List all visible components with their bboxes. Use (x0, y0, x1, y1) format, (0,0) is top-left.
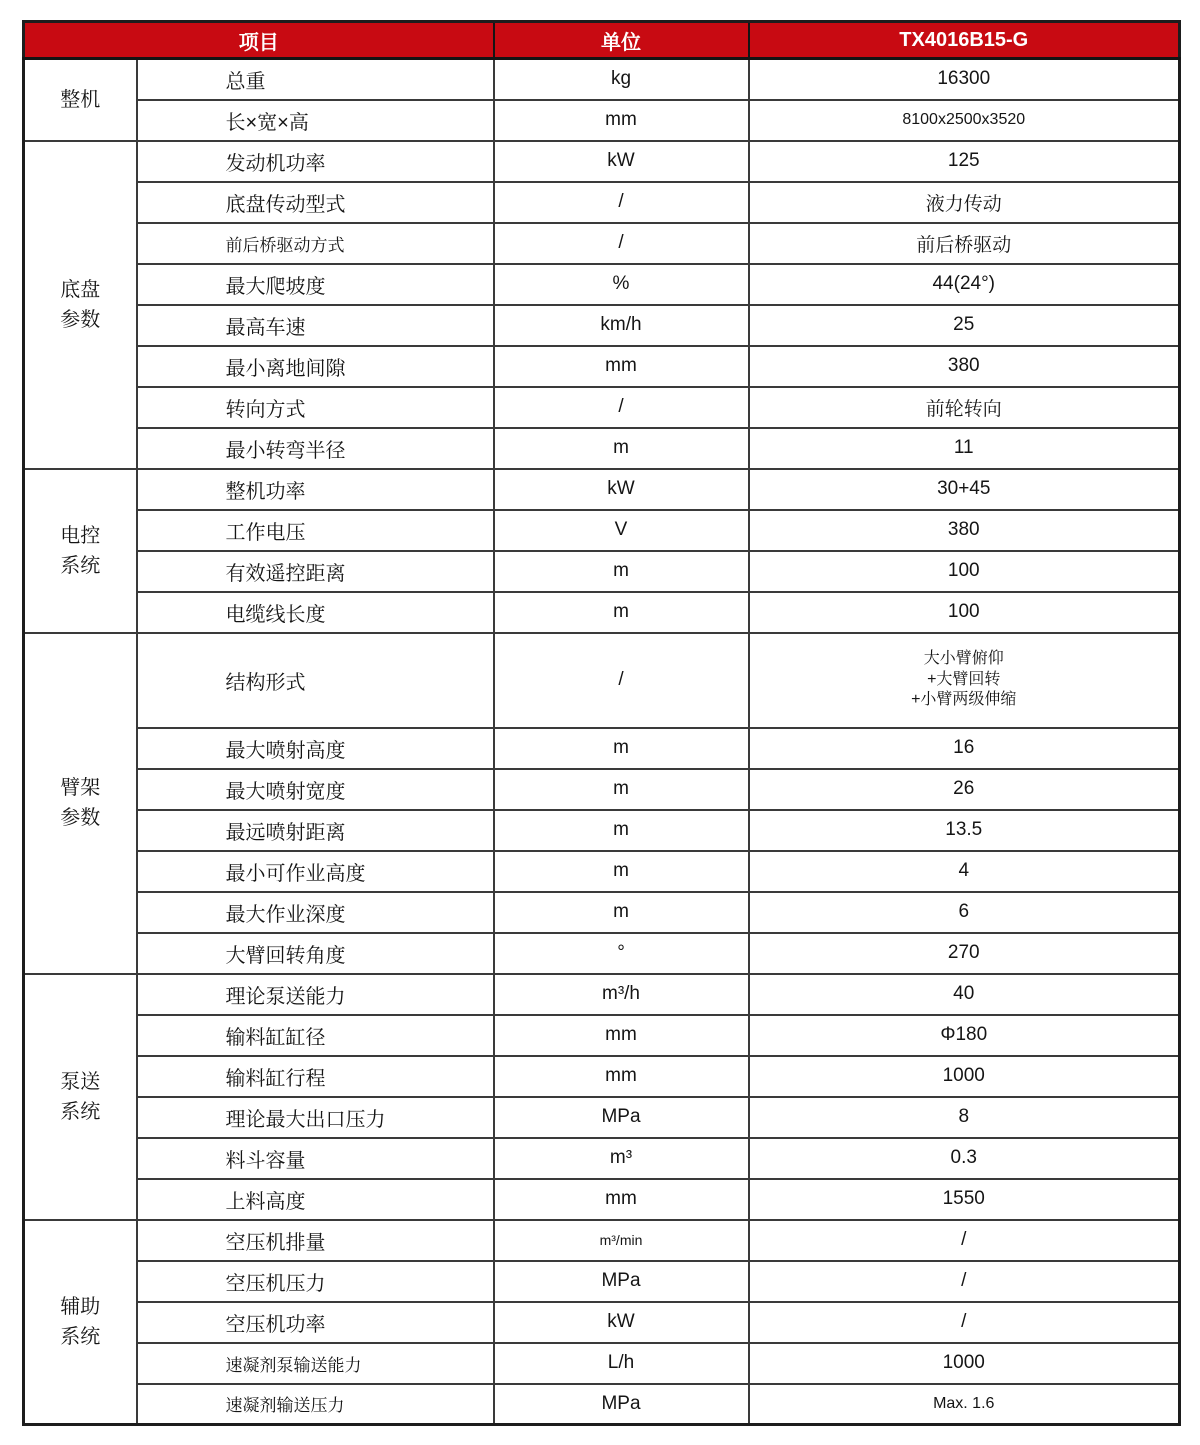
value-line: +大臂回转 (927, 670, 1001, 688)
unit-cell: kg (494, 59, 749, 100)
param-name-cell: 理论最大出口压力 (137, 1097, 494, 1138)
param-name-cell: 长×宽×高 (137, 100, 494, 141)
table-header-row (24, 22, 1180, 59)
value-cell: / (749, 1220, 1180, 1261)
param-name-cell: 最小转弯半径 (137, 428, 494, 469)
unit-cell: mm (494, 1056, 749, 1097)
param-name-cell: 整机功率 (137, 469, 494, 510)
value-cell: 270 (749, 933, 1180, 974)
group-cell-5 (24, 1220, 137, 1425)
table-row (24, 551, 1180, 592)
unit-cell: / (494, 633, 749, 728)
param-name-cell: 前后桥驱动方式 (137, 223, 494, 264)
unit-cell: L/h (494, 1343, 749, 1384)
table-row (24, 100, 1180, 141)
value-cell: 液力传动 (749, 182, 1180, 223)
table-row (24, 769, 1180, 810)
param-name-cell: 速凝剂输送压力 (137, 1384, 494, 1425)
param-name-cell: 最远喷射距离 (137, 810, 494, 851)
value-line: 大小臂俯仰 (923, 649, 1004, 667)
group-cell-3 (24, 633, 137, 974)
param-name-cell: 有效遥控距离 (137, 551, 494, 592)
value-cell: Φ180 (749, 1015, 1180, 1056)
value-cell: / (749, 1302, 1180, 1343)
header-cell-unit: 单位 (494, 22, 749, 59)
param-name-cell: 料斗容量 (137, 1138, 494, 1179)
param-name-cell: 大臂回转角度 (137, 933, 494, 974)
param-name-cell: 总重 (137, 59, 494, 100)
unit-cell: MPa (494, 1097, 749, 1138)
value-cell: 1550 (749, 1179, 1180, 1220)
unit-cell: m (494, 892, 749, 933)
param-name-cell: 最大爬坡度 (137, 264, 494, 305)
value-cell: 100 (749, 551, 1180, 592)
param-name-cell: 空压机排量 (137, 1220, 494, 1261)
group-cell-4 (24, 974, 137, 1220)
value-cell: 16 (749, 728, 1180, 769)
value-cell: Max. 1.6 (749, 1384, 1180, 1425)
group-label: 泵送系统 (60, 1070, 101, 1123)
unit-cell: km/h (494, 305, 749, 346)
table-row (24, 851, 1180, 892)
table-row (24, 305, 1180, 346)
param-name-cell: 结构形式 (137, 633, 494, 728)
value-cell: 380 (749, 510, 1180, 551)
table-row (24, 182, 1180, 223)
param-name-cell: 理论泵送能力 (137, 974, 494, 1015)
unit-cell: V (494, 510, 749, 551)
unit-cell: kW (494, 469, 749, 510)
param-name-cell: 速凝剂泵输送能力 (137, 1343, 494, 1384)
unit-cell: MPa (494, 1261, 749, 1302)
unit-cell: mm (494, 100, 749, 141)
table-row (24, 1302, 1180, 1343)
table-row (24, 428, 1180, 469)
value-cell: 44(24°) (749, 264, 1180, 305)
unit-cell: mm (494, 346, 749, 387)
spec-sheet (22, 20, 1181, 1426)
value-cell: 8100x2500x3520 (749, 100, 1180, 141)
value-cell: 40 (749, 974, 1180, 1015)
table-row (24, 469, 1180, 510)
value-cell: 11 (749, 428, 1180, 469)
spec-table-body (24, 59, 1180, 1425)
spec-table (22, 20, 1181, 1426)
table-row (24, 1384, 1180, 1425)
value-cell: 26 (749, 769, 1180, 810)
value-cell: 1000 (749, 1343, 1180, 1384)
unit-cell: kW (494, 1302, 749, 1343)
unit-cell: m (494, 592, 749, 633)
param-name-cell: 最大喷射高度 (137, 728, 494, 769)
value-cell (749, 633, 1180, 728)
param-name-cell: 底盘传动型式 (137, 182, 494, 223)
value-cell: 前后桥驱动 (749, 223, 1180, 264)
value-cell: 4 (749, 851, 1180, 892)
unit-cell: m³ (494, 1138, 749, 1179)
group-label: 电控系统 (60, 524, 101, 577)
param-name-cell: 最高车速 (137, 305, 494, 346)
table-row (24, 728, 1180, 769)
value-cell: / (749, 1261, 1180, 1302)
table-row (24, 974, 1180, 1015)
unit-cell: kW (494, 141, 749, 182)
unit-cell: MPa (494, 1384, 749, 1425)
param-name-cell: 空压机压力 (137, 1261, 494, 1302)
value-cell: 前轮转向 (749, 387, 1180, 428)
table-row (24, 1343, 1180, 1384)
value-cell: 13.5 (749, 810, 1180, 851)
value-cell: 16300 (749, 59, 1180, 100)
param-name-cell: 发动机功率 (137, 141, 494, 182)
value-cell: 380 (749, 346, 1180, 387)
group-label: 辅助系统 (60, 1295, 101, 1348)
param-name-cell: 最小可作业高度 (137, 851, 494, 892)
unit-cell: m (494, 728, 749, 769)
table-row (24, 223, 1180, 264)
unit-cell: / (494, 182, 749, 223)
value-cell: 0.3 (749, 1138, 1180, 1179)
unit-cell: ° (494, 933, 749, 974)
value-line: +小臂两级伸缩 (911, 691, 1017, 709)
unit-cell: % (494, 264, 749, 305)
param-name-cell: 输料缸缸径 (137, 1015, 494, 1056)
group-label: 整机 (60, 88, 101, 111)
table-row (24, 264, 1180, 305)
table-row (24, 1097, 1180, 1138)
param-name-cell: 转向方式 (137, 387, 494, 428)
table-row (24, 141, 1180, 182)
unit-cell: m (494, 551, 749, 592)
table-row (24, 1179, 1180, 1220)
value-cell: 8 (749, 1097, 1180, 1138)
table-row (24, 1220, 1180, 1261)
value-cell: 1000 (749, 1056, 1180, 1097)
param-name-cell: 工作电压 (137, 510, 494, 551)
unit-cell: mm (494, 1015, 749, 1056)
unit-cell: / (494, 223, 749, 264)
group-cell-0 (24, 59, 137, 141)
group-cell-1 (24, 141, 137, 469)
group-cell-2 (24, 469, 137, 633)
table-row (24, 346, 1180, 387)
value-cell: 125 (749, 141, 1180, 182)
unit-cell: mm (494, 1179, 749, 1220)
value-cell: 30+45 (749, 469, 1180, 510)
table-row (24, 387, 1180, 428)
group-label: 臂架参数 (60, 777, 101, 829)
unit-cell: m³/min (494, 1220, 749, 1261)
table-row (24, 1056, 1180, 1097)
group-label: 底盘参数 (60, 278, 101, 331)
table-row (24, 810, 1180, 851)
unit-cell: m (494, 810, 749, 851)
unit-cell: m (494, 851, 749, 892)
table-row (24, 592, 1180, 633)
param-name-cell: 最大喷射宽度 (137, 769, 494, 810)
table-row (24, 510, 1180, 551)
unit-cell: / (494, 387, 749, 428)
param-name-cell: 上料高度 (137, 1179, 494, 1220)
value-cell: 25 (749, 305, 1180, 346)
table-row (24, 59, 1180, 100)
unit-cell: m³/h (494, 974, 749, 1015)
value-cell: 6 (749, 892, 1180, 933)
unit-cell: m (494, 769, 749, 810)
header-cell-item: 项目 (24, 22, 494, 59)
param-name-cell: 空压机功率 (137, 1302, 494, 1343)
value-cell: 100 (749, 592, 1180, 633)
table-row (24, 933, 1180, 974)
table-row (24, 633, 1180, 728)
table-row (24, 1015, 1180, 1056)
param-name-cell: 输料缸行程 (137, 1056, 494, 1097)
table-row (24, 892, 1180, 933)
table-row (24, 1138, 1180, 1179)
unit-cell: m (494, 428, 749, 469)
param-name-cell: 电缆线长度 (137, 592, 494, 633)
table-row (24, 1261, 1180, 1302)
param-name-cell: 最小离地间隙 (137, 346, 494, 387)
header-cell-model: TX4016B15-G (749, 22, 1180, 59)
param-name-cell: 最大作业深度 (137, 892, 494, 933)
